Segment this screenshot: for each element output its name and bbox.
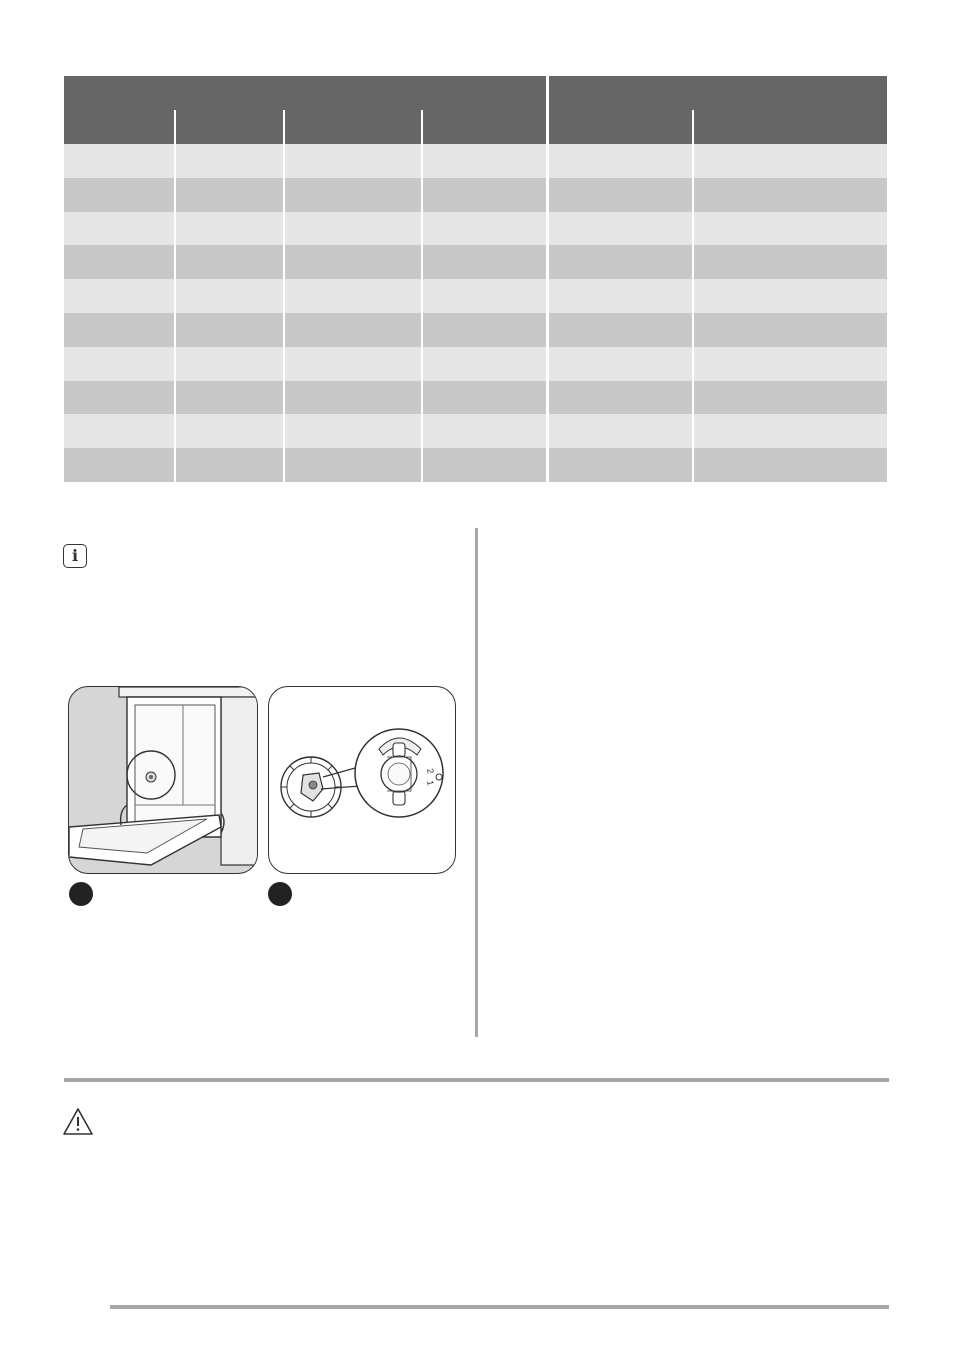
dial-drawing: [269, 687, 456, 874]
table-row: [64, 178, 887, 212]
dial-mark: 2: [425, 767, 436, 775]
warning-triangle-icon: [62, 1107, 94, 1137]
table-row: [64, 414, 887, 448]
settings-table: [64, 76, 887, 482]
figure-b-marker: [268, 882, 292, 906]
dishwasher-drawing: [69, 687, 258, 874]
section-rule: [64, 1078, 889, 1082]
table-column-divider: [174, 110, 176, 482]
table-row: [64, 212, 887, 246]
footer-rule: [110, 1305, 889, 1309]
table-row: [64, 144, 887, 178]
table-row: [64, 448, 887, 482]
table-row: [64, 279, 887, 313]
table-row: [64, 381, 887, 415]
info-icon: i: [63, 544, 87, 568]
table-row: [64, 313, 887, 347]
dial-mark: 1: [425, 779, 436, 787]
table-column-divider: [421, 110, 423, 482]
table-row: [64, 347, 887, 381]
column-divider: [475, 528, 478, 1037]
table-row: [64, 245, 887, 279]
table-column-divider: [692, 110, 694, 482]
dishwasher-open-door-illustration: [68, 686, 258, 874]
table-group-divider: [546, 76, 549, 482]
water-softener-dial-illustration: [268, 686, 456, 874]
figure-a-marker: [69, 882, 93, 906]
table-header: [64, 76, 887, 144]
table-column-divider: [283, 110, 285, 482]
